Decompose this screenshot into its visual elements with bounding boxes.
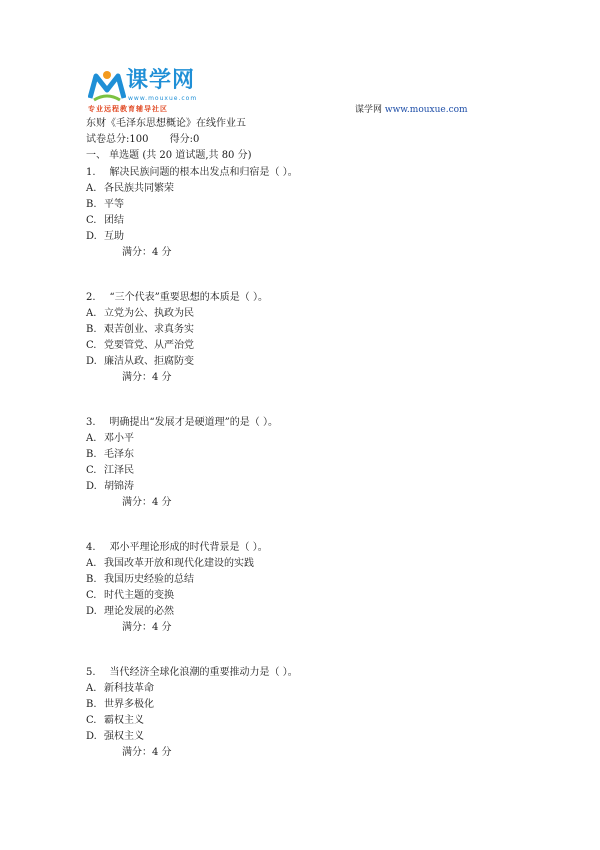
option-key: B. [86,449,97,460]
question-score: 满分：4 分 [122,247,172,258]
total-score-label: 试卷总分:100 [86,134,149,145]
option-text: 互助 [104,231,124,242]
answer-option[interactable] [86,448,134,462]
option-text: 邓小平 [104,433,134,444]
logo-slogan: 专业远程教育辅导社区 [88,105,168,113]
question-stem [86,291,268,305]
option-key: D. [86,481,97,492]
option-text: 党要管党、从严治党 [104,340,194,351]
option-text: 理论发展的必然 [104,606,174,617]
question-stem [86,416,278,430]
question-text: 解决民族问题的根本出发点和归宿是（ ）。 [109,167,298,178]
option-text: 平等 [104,199,124,210]
question-number: 3. [86,417,96,428]
option-key: C. [86,465,97,476]
logo-url: www.mouxue.com [128,95,198,102]
site-logo [84,68,224,114]
question-score: 满分：4 分 [122,497,172,508]
answer-option[interactable] [86,464,134,478]
option-key: B. [86,699,97,710]
option-key: C. [86,215,97,226]
question-number: 4. [86,542,96,553]
answer-option[interactable] [86,682,154,696]
answer-option[interactable] [86,323,194,337]
option-text: 强权主义 [104,731,144,742]
option-text: 江泽民 [104,465,134,476]
question-text: “三个代表”重要思想的本质是（ ）。 [109,292,268,303]
answer-option[interactable] [86,230,124,244]
option-text: 团结 [104,215,124,226]
option-key: D. [86,356,97,367]
question-stem [86,166,298,180]
question-text: 明确提出“发展才是硬道理”的是（ ）。 [109,417,278,428]
option-text: 毛泽东 [104,449,134,460]
site-url-link[interactable]: www.mouxue.com [384,105,468,115]
answer-option[interactable] [86,355,194,369]
option-text: 艰苦创业、求真务实 [104,324,194,335]
option-key: B. [86,574,97,585]
question-number: 2. [86,292,96,303]
score-summary [86,133,199,147]
logo-mark-icon [88,70,126,102]
option-text: 我国改革开放和现代化建设的实践 [104,558,254,569]
answer-option[interactable] [86,557,254,571]
page-title: 东财《毛泽东思想概论》在线作业五 [86,118,246,129]
site-name: 谋学网 [355,105,383,115]
section-heading: 一、 单选题 (共 20 道试题,共 80 分) [86,150,252,161]
option-key: A. [86,433,97,444]
answer-option[interactable] [86,730,144,744]
answer-option[interactable] [86,605,174,619]
option-key: B. [86,324,97,335]
question-stem [86,666,298,680]
answer-option[interactable] [86,198,124,212]
option-text: 我国历史经验的总结 [104,574,194,585]
option-key: C. [86,590,97,601]
question-text: 当代经济全球化浪潮的重要推动力是（ ）。 [109,667,298,678]
question-score: 满分：4 分 [122,622,172,633]
option-key: A. [86,683,97,694]
answer-option[interactable] [86,182,174,196]
option-text: 时代主题的变换 [104,590,174,601]
answer-option[interactable] [86,339,194,353]
question-score: 满分：4 分 [122,372,172,383]
option-key: D. [86,606,97,617]
option-text: 立党为公、执政为民 [104,308,194,319]
question-text: 邓小平理论形成的时代背景是（ ）。 [109,542,268,553]
option-key: C. [86,340,97,351]
answer-option[interactable] [86,214,124,228]
question-number: 1. [86,167,96,178]
answer-option[interactable] [86,573,194,587]
option-key: B. [86,199,97,210]
option-text: 胡锦涛 [104,481,134,492]
option-text: 霸权主义 [104,715,144,726]
answer-option[interactable] [86,714,144,728]
answer-option[interactable] [86,307,194,321]
option-key: D. [86,731,97,742]
answer-option[interactable] [86,432,134,446]
logo-brand-name: 课学网 [126,68,196,93]
option-key: A. [86,308,97,319]
option-text: 世界多极化 [104,699,154,710]
site-header-right [355,102,468,115]
option-key: C. [86,715,97,726]
option-text: 廉洁从政、拒腐防变 [104,356,194,367]
option-key: A. [86,558,97,569]
question-score: 满分：4 分 [122,747,172,758]
option-key: D. [86,231,97,242]
answer-option[interactable] [86,589,174,603]
question-number: 5. [86,667,96,678]
obtained-score-label: 得分:0 [169,134,200,145]
answer-option[interactable] [86,698,154,712]
option-text: 新科技革命 [104,683,154,694]
answer-option[interactable] [86,480,134,494]
question-stem [86,541,268,555]
option-key: A. [86,183,97,194]
option-text: 各民族共同繁荣 [104,183,174,194]
